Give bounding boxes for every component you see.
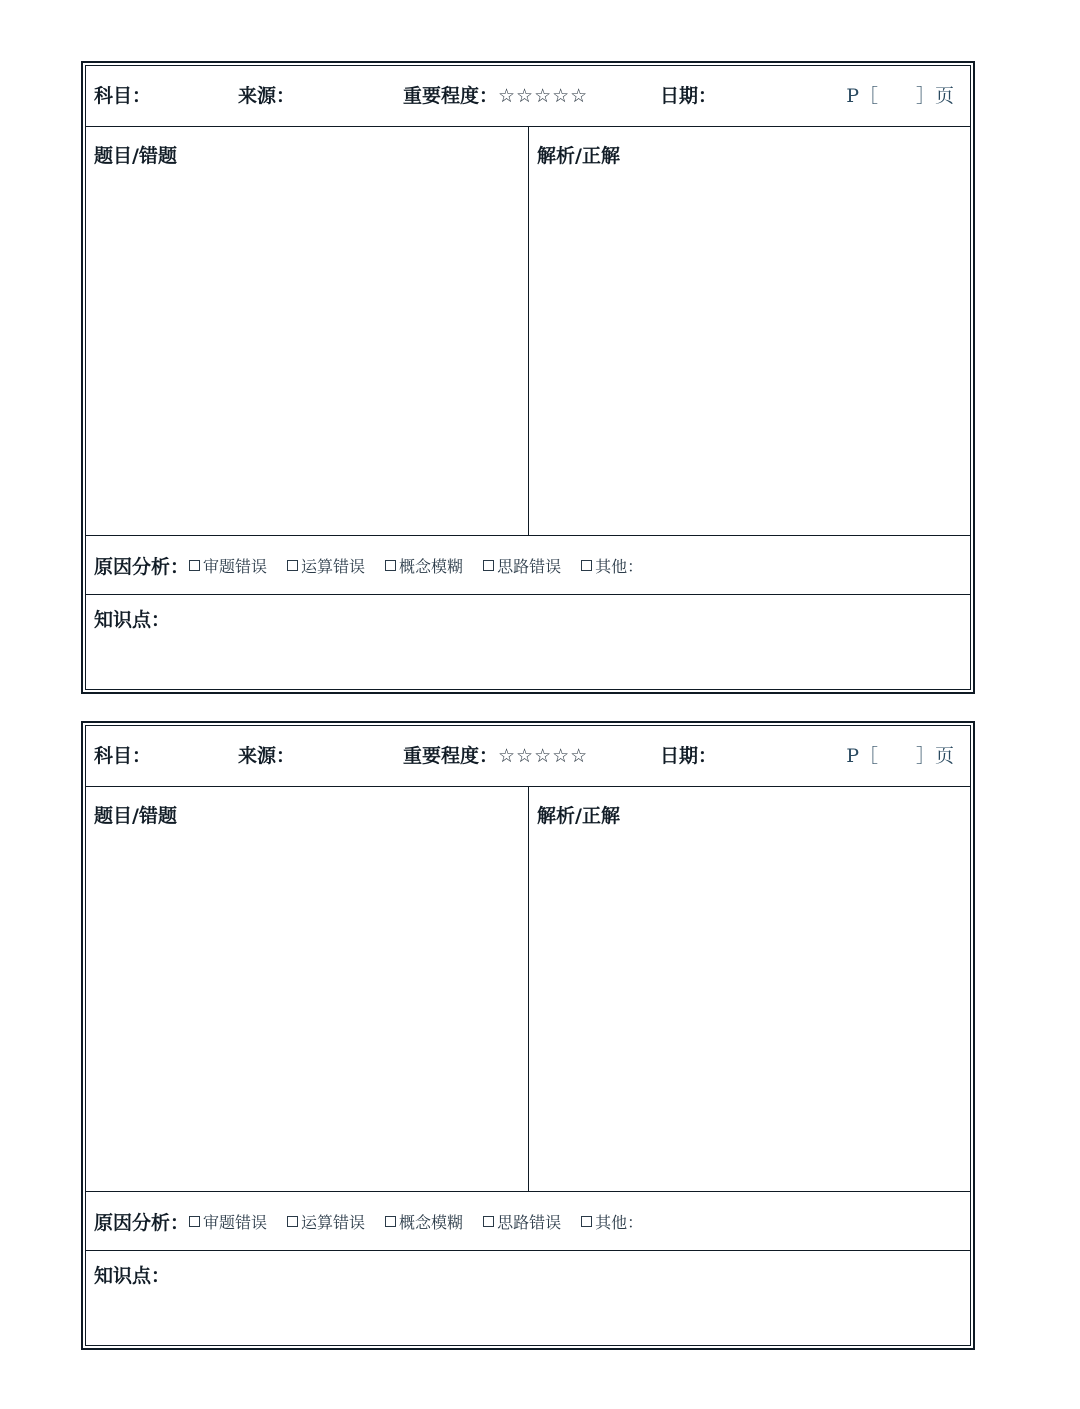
knowledge-points-area[interactable] [86, 1251, 970, 1345]
card-frame [85, 65, 971, 690]
reason-option-approach[interactable] [483, 554, 561, 577]
checkbox-icon[interactable] [483, 1216, 494, 1227]
importance-field [403, 66, 588, 126]
mistake-card-2 [81, 721, 975, 1350]
reason-option-label: 审题错误 [203, 556, 268, 576]
page-prefix: P［ [846, 745, 878, 767]
knowledge-points-area[interactable] [86, 595, 970, 689]
reason-option-label: 运算错误 [301, 1212, 366, 1232]
card-frame [85, 725, 971, 1346]
page-suffix: ］页 [915, 745, 954, 767]
reason-option-misread[interactable] [189, 1210, 267, 1233]
date-field[interactable]: 日期： [660, 745, 718, 767]
subject-field[interactable]: 科目： [94, 85, 152, 107]
page-number-field[interactable] [846, 66, 954, 126]
reason-option-approach[interactable] [483, 1210, 561, 1233]
reason-option-label: 审题错误 [203, 1212, 268, 1232]
reason-option-other[interactable] [581, 1210, 643, 1233]
importance-field [403, 726, 588, 786]
answer-label: 解析/正解 [537, 805, 620, 827]
reason-option-calculation[interactable] [287, 554, 365, 577]
checkbox-icon[interactable] [581, 560, 592, 571]
checkbox-icon[interactable] [581, 1216, 592, 1227]
reason-option-other[interactable] [581, 554, 643, 577]
checkbox-icon[interactable] [189, 560, 200, 571]
reason-option-label: 运算错误 [301, 556, 366, 576]
source-field[interactable]: 来源： [238, 745, 296, 767]
importance-label: 重要程度： [403, 745, 499, 767]
knowledge-label: 知识点： [94, 1265, 171, 1287]
reason-option-label: 其他： [595, 556, 644, 576]
importance-label: 重要程度： [403, 85, 499, 107]
date-field[interactable]: 日期： [660, 85, 718, 107]
importance-stars[interactable]: ☆☆☆☆☆ [498, 745, 589, 767]
question-area[interactable] [86, 787, 529, 1191]
source-field[interactable]: 来源： [238, 85, 296, 107]
knowledge-label: 知识点： [94, 609, 171, 631]
reason-option-label: 概念模糊 [399, 1212, 464, 1232]
page-prefix: P［ [846, 85, 878, 107]
reason-option-misread[interactable] [189, 554, 267, 577]
checkbox-icon[interactable] [385, 560, 396, 571]
question-label: 题目/错题 [94, 805, 177, 827]
reason-option-label: 思路错误 [497, 556, 562, 576]
checkbox-icon[interactable] [385, 1216, 396, 1227]
mistake-card-1 [81, 61, 975, 694]
reason-label: 原因分析： [94, 555, 190, 578]
answer-area[interactable] [529, 127, 970, 535]
card-body [86, 787, 970, 1192]
checkbox-icon[interactable] [287, 1216, 298, 1227]
reason-label: 原因分析： [94, 1211, 190, 1234]
answer-area[interactable] [529, 787, 970, 1191]
card-header [86, 66, 970, 127]
reason-analysis-row [86, 1192, 970, 1251]
reason-option-label: 思路错误 [497, 1212, 562, 1232]
checkbox-icon[interactable] [189, 1216, 200, 1227]
question-area[interactable] [86, 127, 529, 535]
page-number-field[interactable] [846, 726, 954, 786]
card-body [86, 127, 970, 536]
subject-field[interactable]: 科目： [94, 745, 152, 767]
checkbox-icon[interactable] [287, 560, 298, 571]
page-suffix: ］页 [915, 85, 954, 107]
reason-option-calculation[interactable] [287, 1210, 365, 1233]
reason-option-concept[interactable] [385, 554, 463, 577]
card-header [86, 726, 970, 787]
reason-option-label: 其他： [595, 1212, 644, 1232]
reason-analysis-row [86, 536, 970, 595]
checkbox-icon[interactable] [483, 560, 494, 571]
reason-option-label: 概念模糊 [399, 556, 464, 576]
question-label: 题目/错题 [94, 145, 177, 167]
reason-option-concept[interactable] [385, 1210, 463, 1233]
answer-label: 解析/正解 [537, 145, 620, 167]
importance-stars[interactable]: ☆☆☆☆☆ [498, 85, 589, 107]
